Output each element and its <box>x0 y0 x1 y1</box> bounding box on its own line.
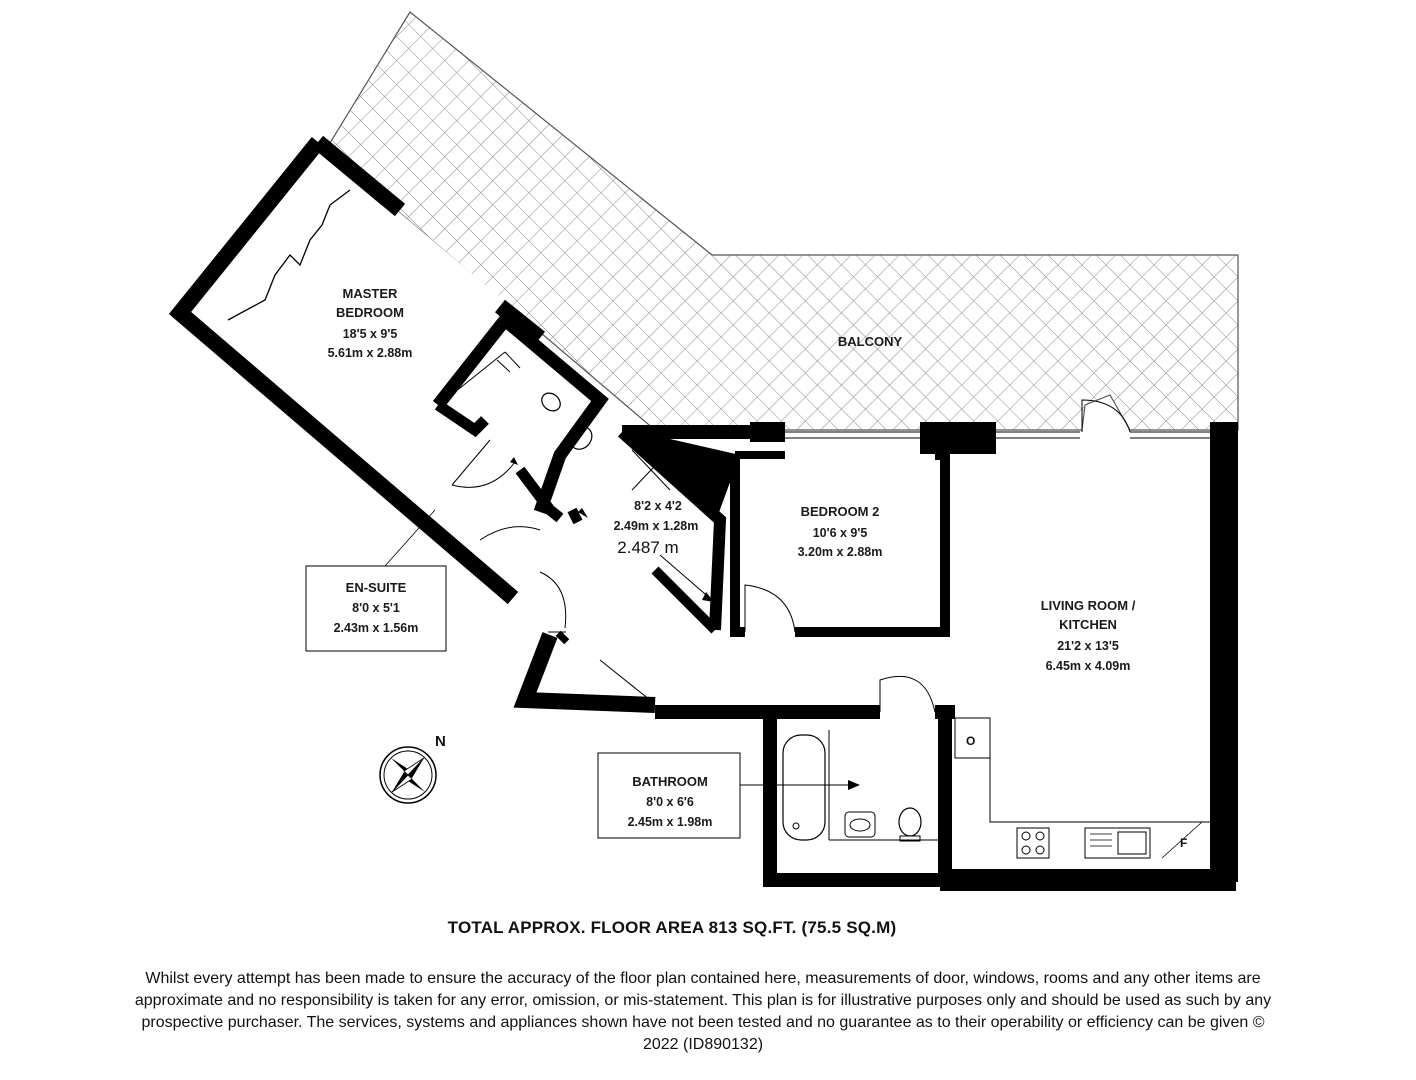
bathroom-metric: 2.45m x 1.98m <box>627 815 713 829</box>
bathroom-imperial: 8'0 x 6'6 <box>646 795 694 809</box>
living-label-2: KITCHEN <box>1059 617 1117 632</box>
bedroom-2-imperial: 10'6 x 9'5 <box>812 526 868 540</box>
total-floor-area: TOTAL APPROX. FLOOR AREA 813 SQ.FT. (75.5 SQ.M) <box>447 918 897 937</box>
bedroom-2-metric: 3.20m x 2.88m <box>797 545 883 559</box>
ensuite-label: EN-SUITE <box>345 580 407 595</box>
master-bedroom-label-2: BEDROOM <box>336 305 404 320</box>
bathroom-label: BATHROOM <box>632 774 708 789</box>
living-label-1: LIVING ROOM / <box>1040 598 1136 613</box>
balcony-label: BALCONY <box>837 334 903 349</box>
living-imperial: 21'2 x 13'5 <box>1057 639 1119 653</box>
bedroom-2-label: BEDROOM 2 <box>800 504 880 519</box>
master-bedroom-metric: 5.61m x 2.88m <box>327 346 413 360</box>
compass-icon <box>380 733 446 803</box>
master-bedroom-label-1: MASTER <box>342 286 398 301</box>
bathroom-label-box <box>598 753 740 838</box>
oven-label: O <box>966 734 976 748</box>
hall-measure: 2.487 m <box>617 538 679 557</box>
ensuite-imperial: 8'0 x 5'1 <box>352 601 400 615</box>
ensuite-metric: 2.43m x 1.56m <box>333 621 419 635</box>
master-bedroom-imperial: 18'5 x 9'5 <box>342 327 398 341</box>
disclaimer: Whilst every attempt has been made to ensure the accuracy of the floor plan contained here, measurements of door, windows, rooms and any other items are approximate and no responsibility is taken for any error, omission, or mis-statement. This plan is for illustrative purposes only and should be used as such by any prospective purchaser. The services, systems and appliances shown have not been tested and no guarantee as to their operability or efficiency can be given © 2022 (ID890132) <box>134 970 1272 1053</box>
hall-imperial: 8'2 x 4'2 <box>634 499 682 513</box>
living-room <box>940 400 1238 882</box>
fridge-label: F <box>1180 836 1188 850</box>
living-metric: 6.45m x 4.09m <box>1045 659 1131 673</box>
compass-north-label: N <box>435 733 446 750</box>
bedroom-2 <box>735 422 996 632</box>
hall-metric: 2.49m x 1.28m <box>613 519 699 533</box>
